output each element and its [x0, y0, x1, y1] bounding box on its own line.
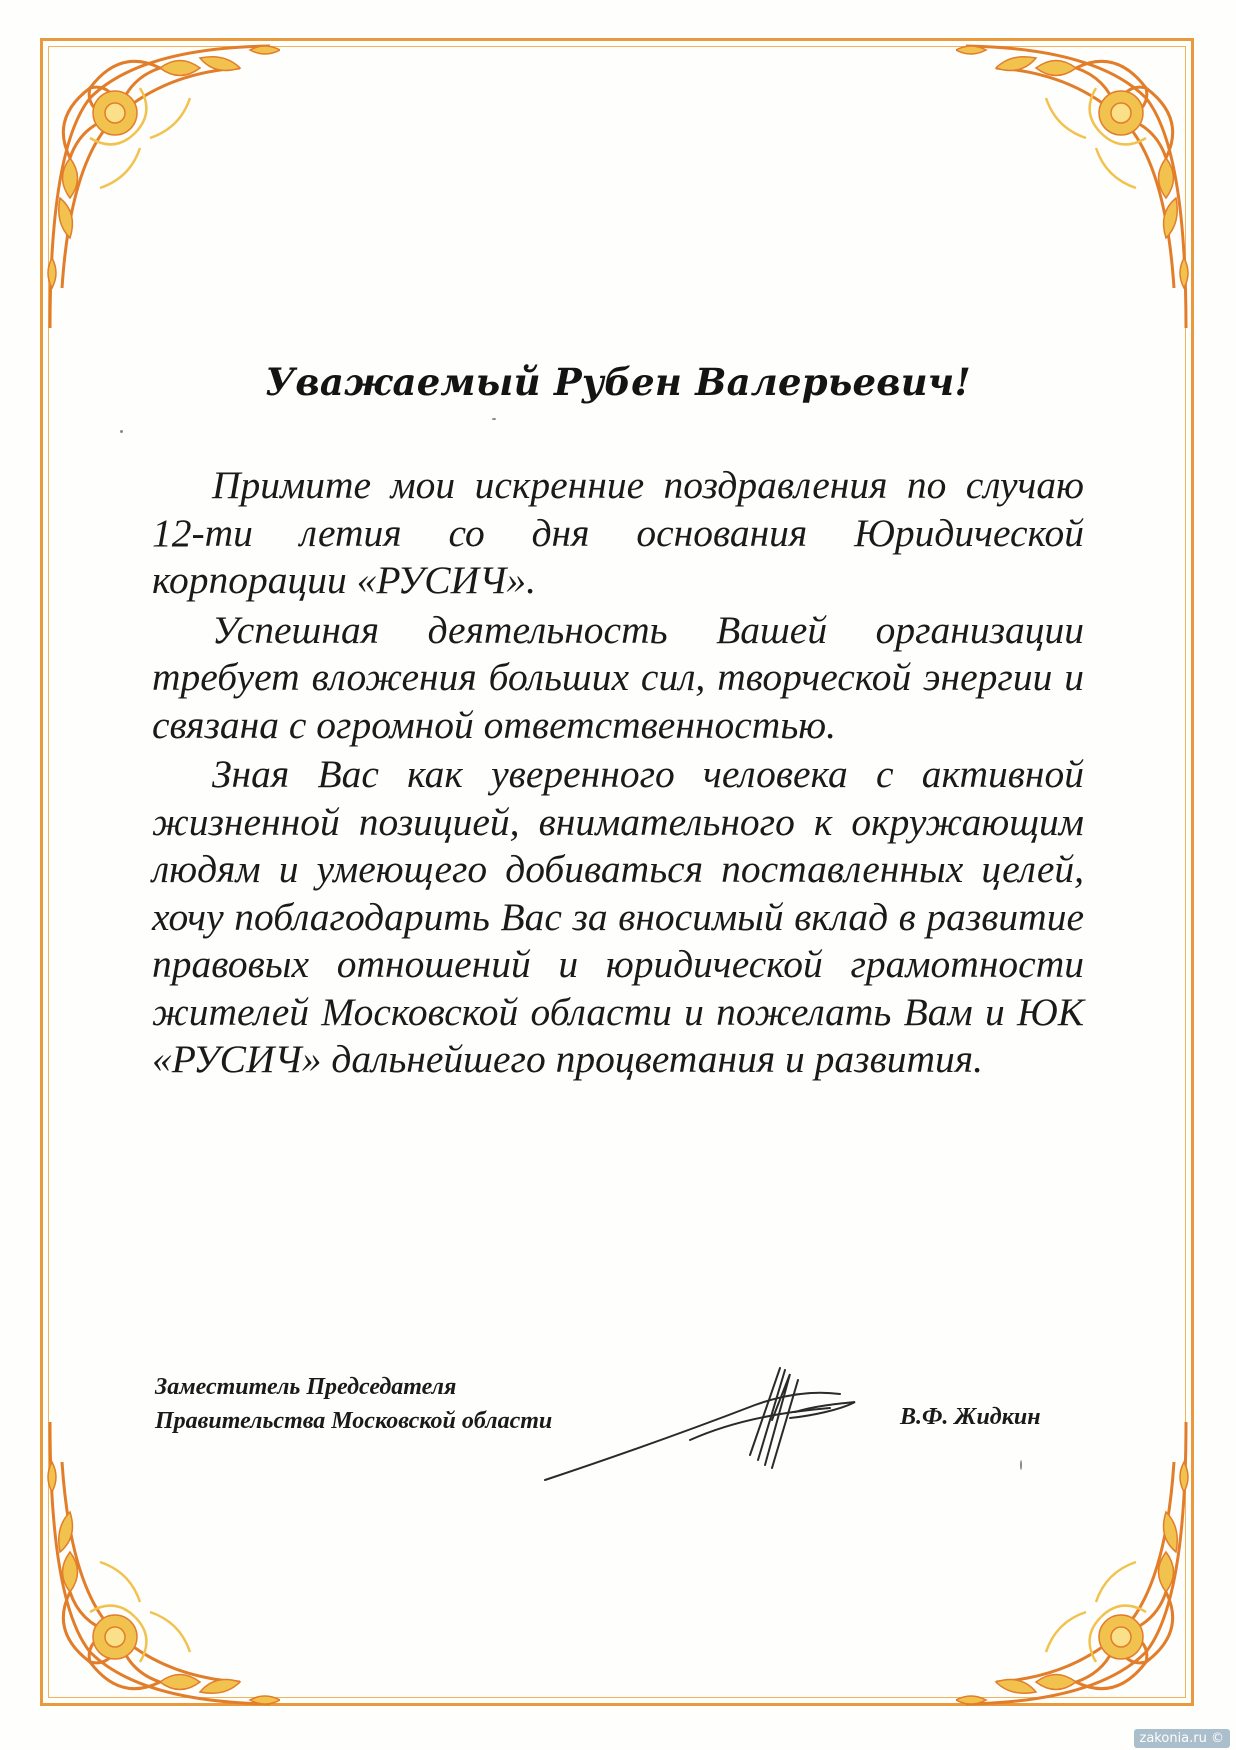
handwritten-signature-icon [540, 1360, 900, 1490]
signatory-title [155, 1370, 552, 1438]
letter-body [152, 462, 1084, 1086]
letter-paragraph: Примите мои искренние поздравления по случаю 12-ти летия со дня основания Юридической корпорации «РУСИЧ». [152, 463, 1084, 602]
signatory-name: В.Ф. Жидкин [900, 1404, 1041, 1430]
corner-ornament-icon [30, 28, 280, 348]
letter-greeting: Уважаемый Рубен Валерьевич! [265, 360, 971, 404]
letter-paragraph: Успешная деятельность Вашей организации требует вложения больших сил, творческой энергии и связана с огромной ответственностью. [152, 607, 1084, 747]
scan-speck [492, 418, 496, 420]
corner-ornament-icon [956, 28, 1206, 348]
site-watermark: zakonia.ru © [1134, 1729, 1230, 1748]
letter-paragraph: Зная Вас как уверенного человека с активной жизненной позицией, внимательного к окружающим людям и умеющего добиваться поставленных целей, хочу поблагодарить Вас за вносимый вклад в развитие правовых отношений и юридической грамотности жителей Московской области и пожелать Вам и ЮК «РУСИЧ» дальнейшего процветания и развития. [152, 752, 1084, 1081]
corner-ornament-icon [30, 1402, 280, 1722]
scan-speck [120, 430, 123, 433]
scan-speck [1020, 1460, 1022, 1470]
signatory-title-line: Заместитель Председателя [155, 1374, 457, 1400]
signatory-title-line: Правительства Московской области [155, 1408, 553, 1434]
corner-ornament-icon [956, 1402, 1206, 1722]
